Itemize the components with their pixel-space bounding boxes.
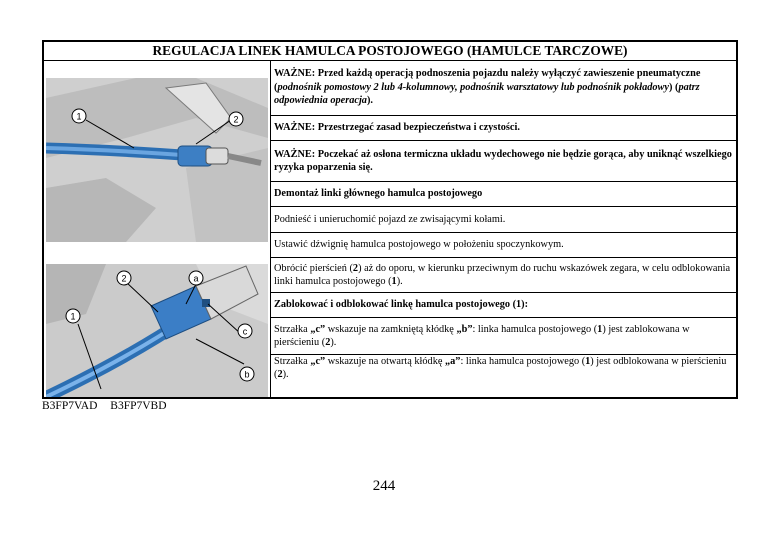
instruction-row (270, 141, 736, 182)
instruction-text: : linka hamulca postojowego ( (472, 323, 598, 335)
instruction-text: ). (366, 95, 373, 107)
instruction-row (270, 293, 736, 318)
instruction-row (270, 318, 736, 355)
callout-b (240, 367, 254, 381)
instruction-row (270, 233, 736, 258)
instruction-text: Obrócić pierścień ( (274, 262, 353, 274)
callout-2 (229, 112, 243, 126)
instruction-text: wskazuje na otwartą kłódkę (325, 356, 445, 367)
illustration-column (44, 60, 271, 397)
instruction-row (270, 258, 736, 293)
instruction-text: „c” (310, 323, 326, 335)
callout-1 (66, 309, 80, 323)
illustration-cable-overview (46, 78, 268, 242)
instruction-row (270, 116, 736, 141)
instruction-text: WAŻNE: Przestrzegać zasad bezpieczeństwa i czystości. (274, 122, 520, 134)
image-code: B3FP7VAD (42, 400, 98, 412)
instruction-text: 2 (352, 262, 359, 274)
instruction-text: 1 (585, 356, 591, 367)
instruction-column (270, 60, 736, 397)
instruction-row (270, 182, 736, 207)
callout-c (238, 324, 252, 338)
page-number: 244 (372, 478, 396, 494)
instruction-text: 1 (597, 323, 603, 335)
callout-2 (117, 271, 131, 285)
instruction-text: ) ( (669, 81, 679, 93)
svg-text:2: 2 (121, 273, 127, 284)
instruction-text: podnośnik pomostowy 2 lub 4-kolumnowy, podnośnik warsztatowy lub podnośnik pokładowy (277, 81, 669, 93)
instruction-text: ). (330, 337, 337, 348)
svg-text:a: a (193, 273, 199, 284)
instruction-text: Strzałka (274, 323, 311, 335)
image-codes (42, 400, 177, 412)
instruction-text: Ustawić dźwignię hamulca postojowego w położeniu spoczynkowym. (274, 239, 564, 251)
instruction-row (270, 355, 736, 382)
instruction-text: wskazuje na zamkniętą kłódkę (325, 323, 457, 335)
instruction-text: ). (282, 369, 289, 381)
instruction-text: ) jest odblokowana w pierścieniu ( (274, 356, 727, 381)
instruction-row (270, 60, 736, 116)
instruction-text: 1 (391, 276, 397, 287)
illustration-lock-ring (46, 264, 268, 397)
instruction-text: 2 (277, 369, 283, 381)
instruction-text: : linka hamulca postojowego ( (460, 356, 586, 367)
callout-1 (72, 109, 86, 123)
page-title: REGULACJA LINEK HAMULCA POSTOJOWEGO (HAMULCE TARCZOWE) (44, 42, 736, 61)
instruction-text: „a” (445, 356, 461, 367)
instruction-text: Zablokować i odblokować linkę hamulca postojowego (1): (274, 299, 529, 311)
procedure-table (42, 40, 738, 399)
callout-a (189, 271, 203, 285)
instruction-text: ) jest zablokowana w pierścieniu ( (274, 323, 690, 348)
svg-text:1: 1 (76, 111, 82, 122)
instruction-text: 2 (325, 337, 331, 348)
instruction-text: Demontaż linki głównego hamulca postojowego (274, 188, 483, 200)
instruction-text: WAŻNE: Poczekać aż osłona termiczna układu wydechowego nie będzie gorąca, aby uniknąć wszelkiego ryzyka poparzenia się. (274, 148, 732, 173)
instruction-text: WAŻNE: Przed każdą operacją podnoszenia pojazdu należy wyłączyć zawieszenie pneumatyczne ( (274, 68, 701, 93)
instruction-row (270, 207, 736, 233)
instruction-text: „b” (456, 323, 473, 335)
instruction-text: Podnieść i unieruchomić pojazd ze zwisającymi kołami. (274, 213, 506, 225)
instruction-text: ). (396, 276, 403, 287)
instruction-text: „c” (310, 356, 326, 367)
svg-text:1: 1 (70, 311, 76, 322)
svg-text:c: c (242, 326, 248, 337)
instruction-text: patrz odpowiednia operacja (274, 81, 700, 107)
svg-text:b: b (244, 369, 250, 380)
instruction-text: ) aż do oporu, w kierunku przeciwnym do ruchu wskazówek zegara, w celu odblokowania linki hamulca postojowego ( (274, 262, 731, 287)
svg-text:2: 2 (233, 114, 239, 125)
instruction-text: Strzałka (274, 356, 311, 367)
image-code: B3FP7VBD (110, 400, 167, 412)
